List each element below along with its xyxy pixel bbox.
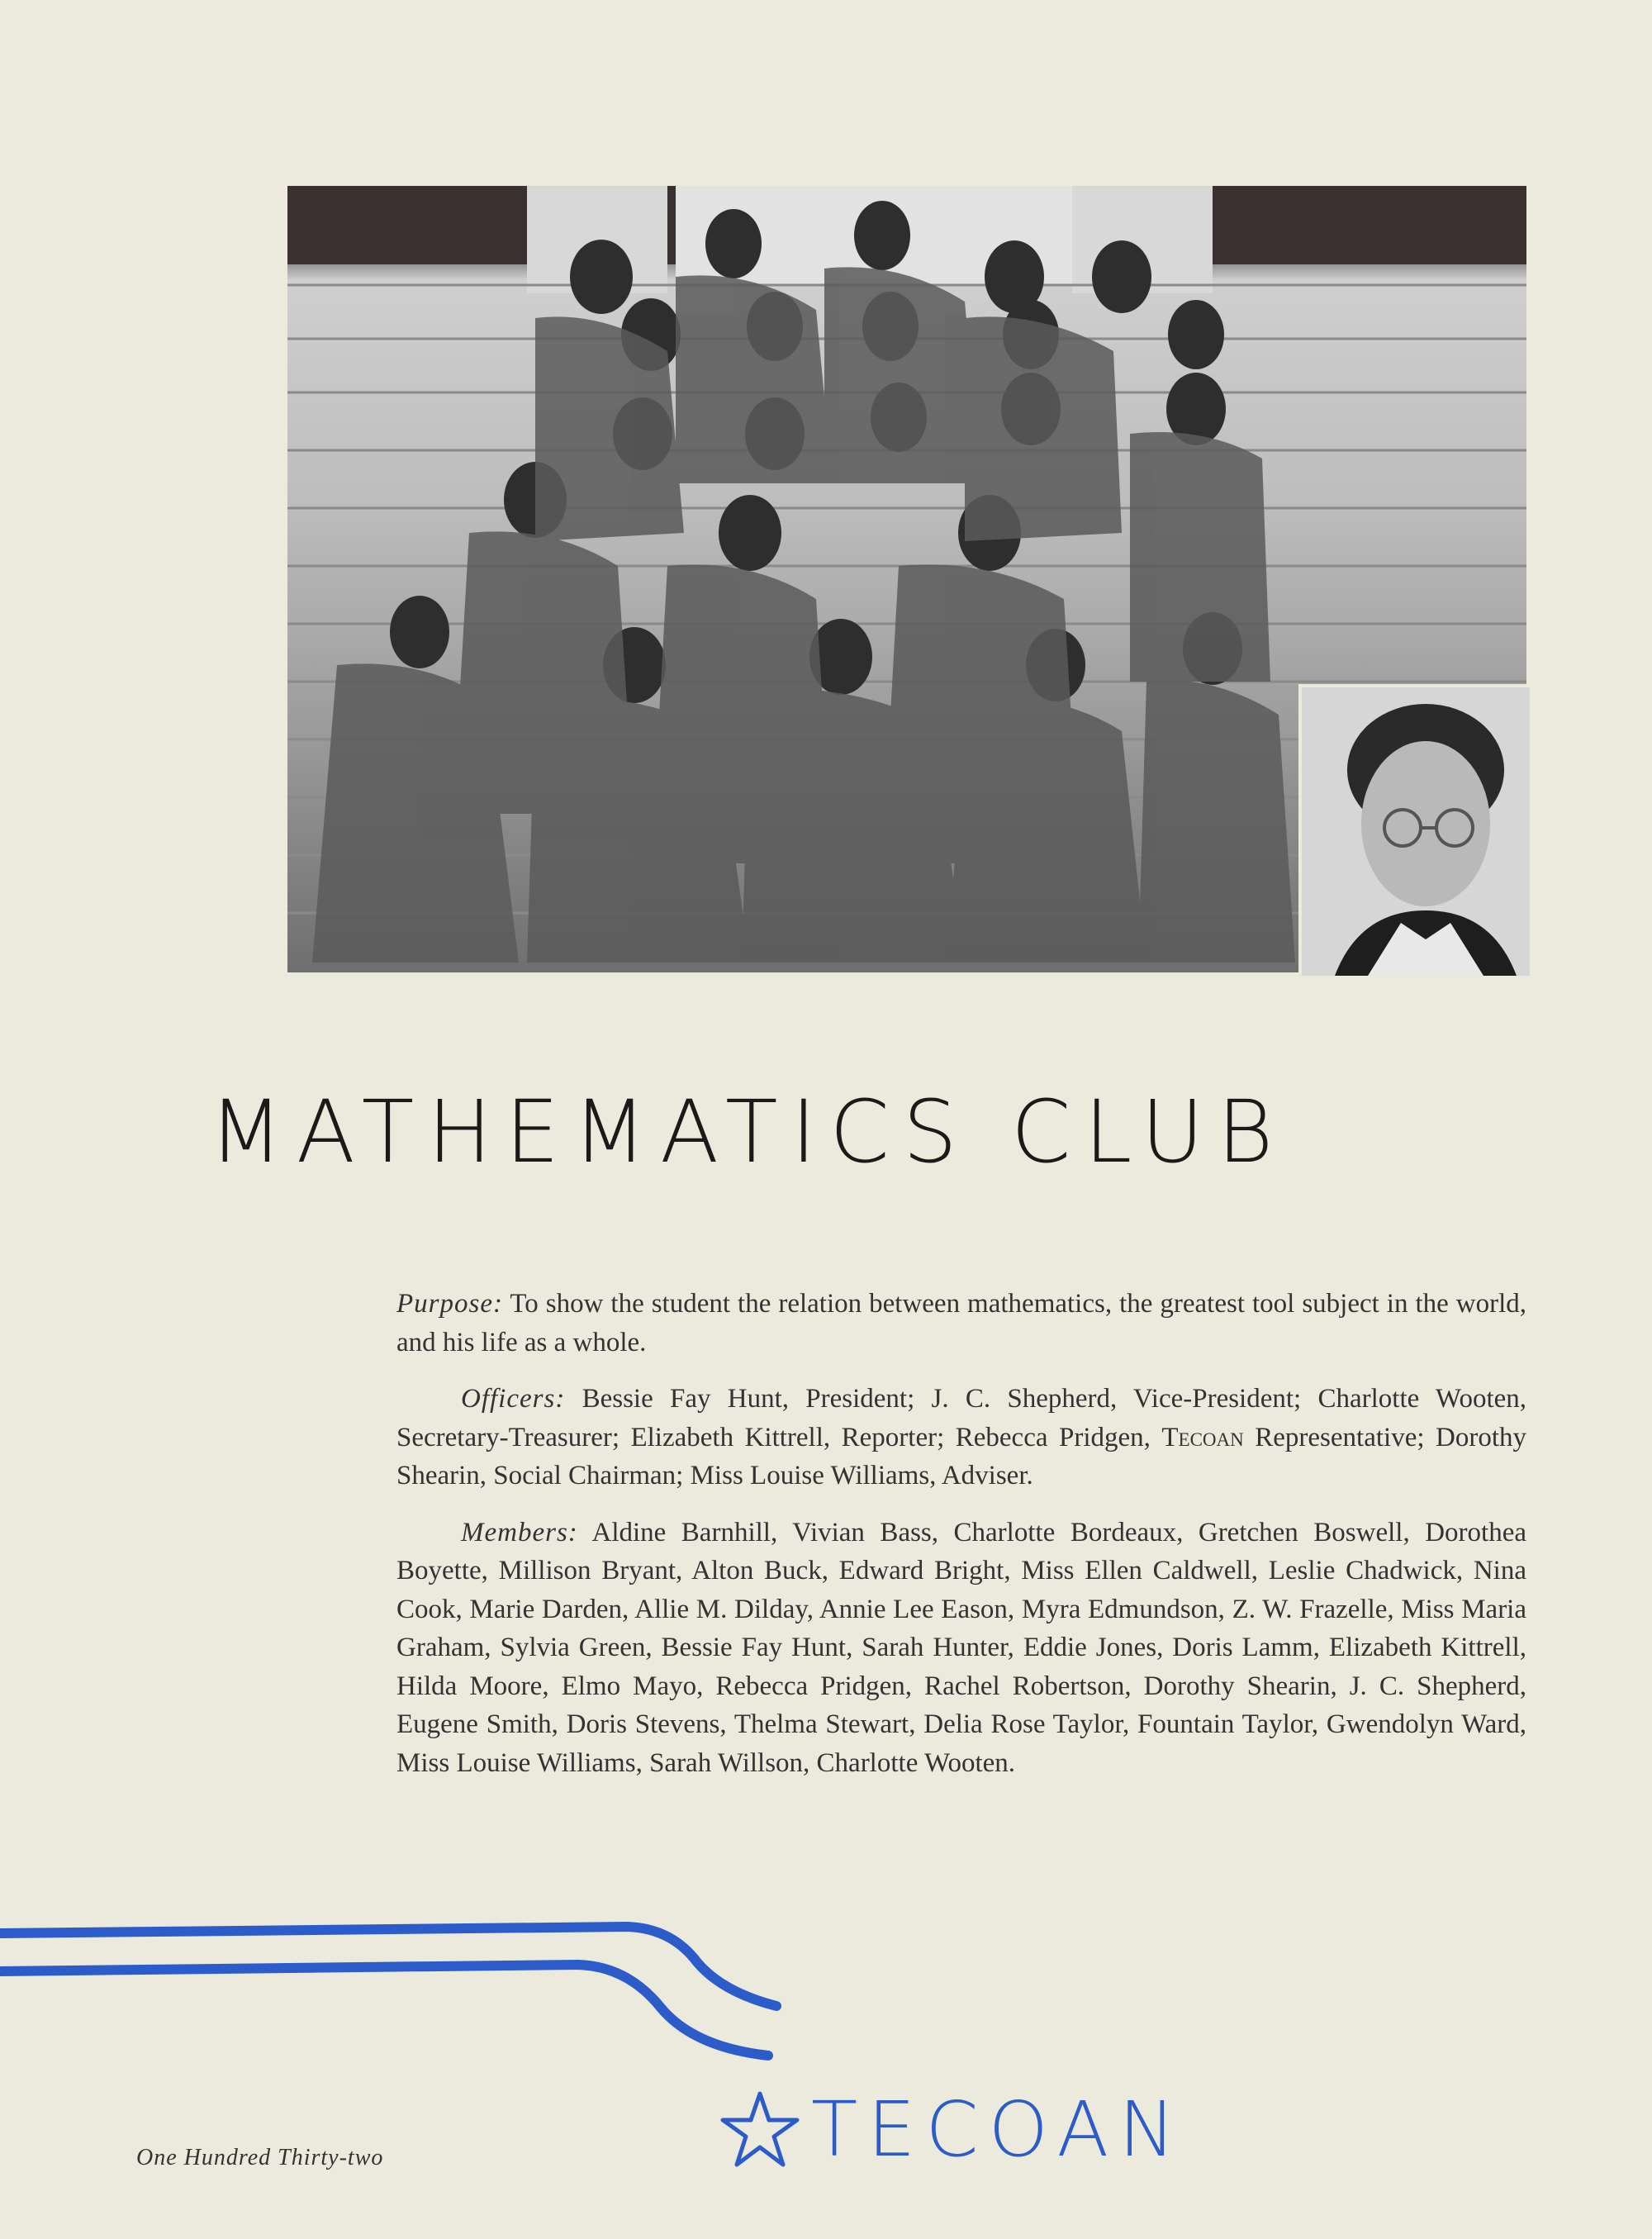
star-outline-icon bbox=[719, 2089, 801, 2171]
adviser-portrait-illustration bbox=[1302, 687, 1530, 976]
tecoan-logo bbox=[719, 2085, 1186, 2174]
members-text: Aldine Barnhill, Vivian Bass, Charlotte Bordeaux, Gretchen Boswell, Dorothea Boyette, Millison Bryant, Alton Buck, Edward Bright, Miss Ellen Caldwell, Leslie Chadwick, Nina Cook, Marie Darden, Allie M. Dilday, Annie Lee Eason, Myra Edmundson, Z. W. Frazelle, Miss Maria Graham, Sylvia Green, Bessie Fay Hunt, Sarah Hunter, Eddie Jones, Doris Lamm, Elizabeth Kittrell, Hilda Moore, Elmo Mayo, Rebecca Pridgen, Rachel Robertson, Dorothy Shearin, J. C. Shepherd, Eugene Smith, Doris Stevens, Thelma Stewart, Delia Rose Taylor, Fountain Taylor, Gwendolyn Ward, Miss Louise Williams, Sarah Willson, Charlotte Wooten. bbox=[396, 1517, 1526, 1778]
club-description bbox=[396, 1285, 1526, 1800]
page-title: MATHEMATICS CLUB bbox=[209, 1081, 1287, 1182]
officers-text-after: Representative; Dorothy Shearin, Social Chairman; Miss Louise Williams, Adviser. bbox=[396, 1422, 1526, 1490]
adviser-portrait bbox=[1298, 684, 1530, 976]
purpose-text: To show the student the relation between mathematics, the greatest tool subject in the world, and his life as a whole. bbox=[396, 1289, 1526, 1357]
members-label: Members: bbox=[461, 1517, 578, 1547]
members-paragraph bbox=[396, 1514, 1526, 1783]
purpose-label: Purpose: bbox=[396, 1289, 503, 1319]
logo-text: TECOAN bbox=[811, 2085, 1186, 2174]
officers-paragraph bbox=[396, 1380, 1526, 1495]
purpose-paragraph bbox=[396, 1285, 1526, 1362]
officers-tecoan: Tecoan bbox=[1161, 1422, 1244, 1452]
officers-label: Officers: bbox=[461, 1384, 566, 1414]
page-number: One Hundred Thirty-two bbox=[136, 2145, 384, 2170]
blue-ribbon-decoration bbox=[0, 1909, 809, 2074]
officers-text-before: Bessie Fay Hunt, President; J. C. Shepherd, Vice-President; Charlotte Wooten, Secretary-Treasurer; Elizabeth Kittrell, Reporter; Rebecca Pridgen, bbox=[396, 1384, 1527, 1452]
